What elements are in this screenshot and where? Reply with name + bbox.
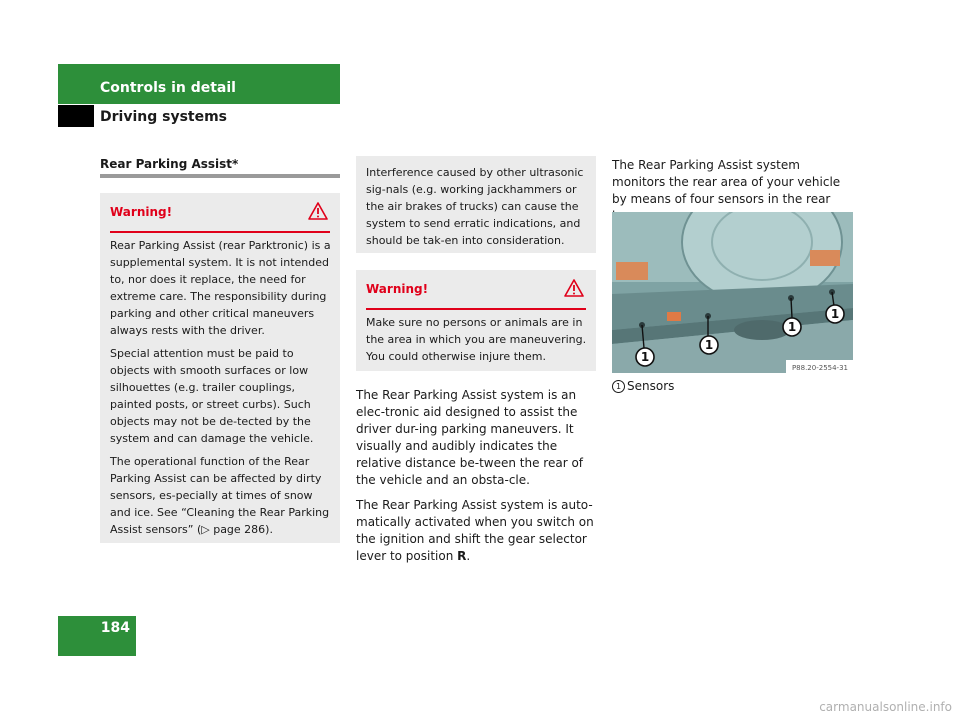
caption-number: 1	[612, 380, 625, 393]
warning-triangle-icon	[308, 202, 328, 220]
callout-marker	[826, 305, 844, 323]
title-rule	[100, 174, 340, 178]
svg-text:1: 1	[640, 350, 650, 364]
svg-text:1: 1	[787, 320, 797, 334]
note-box	[356, 156, 596, 253]
middle-body	[356, 387, 600, 573]
figure-caption	[612, 379, 674, 393]
body-paragraph: The Rear Parking Assist system monitors the rear area of your vehicle by means of four sensors in the rear	[612, 158, 841, 206]
callout-marker	[783, 318, 801, 336]
subsection-heading: Driving systems	[100, 109, 228, 125]
warning-box-1	[100, 193, 340, 543]
note-text: Interference caused by other ultrasonic sig-nals (e.g. working jackhammers or the air brakes of trucks) can cause the system to send erratic indications, and should be tak-en into consideration.	[366, 166, 584, 247]
rear-bumper-photo	[612, 212, 853, 373]
warning-text: Make sure no persons or animals are in the area in which you are maneuvering. You could otherwise injure them.	[366, 316, 587, 363]
page-number: 184	[100, 620, 130, 636]
warning-paragraph: Rear Parking Assist (rear Parktronic) is a supplemental system. It is not intended to, nor does it replace, the need for extreme care. The responsibility during parking and other critical maneuvers always rests with the driver.	[110, 239, 331, 337]
svg-text:1: 1	[704, 338, 714, 352]
body-paragraph: The Rear Parking Assist system is an elec-tronic aid designed to assist the driver dur-ing parking maneuvers. It visually and audibly indicates the relative distance be-tween the rear of the vehicle and an obsta-cle.	[356, 388, 584, 487]
warning-paragraph: The operational function of the Rear Parking Assist can be affected by dirty sensors, es-pecially at times of snow and ice. See “Cleaning the Rear Parking Assist sensors” (▷ page 286).	[110, 455, 330, 536]
rear-bumper-illustration	[612, 212, 853, 373]
warning-box-2	[356, 270, 596, 371]
callout-marker	[636, 348, 654, 366]
warning-text	[110, 237, 332, 544]
callout-marker	[700, 336, 718, 354]
warning-label: Warning!	[110, 205, 173, 219]
svg-text:1: 1	[830, 307, 840, 321]
warning-paragraph: Special attention must be paid to objects with smooth surfaces or low silhouettes (e.g. trailer couplings, painted posts, or street curbs). Such objects may not be de-tected by the system and can damage the vehicle.	[110, 347, 314, 445]
page-title: Rear Parking Assist*	[100, 157, 239, 171]
caption-text: Sensors	[627, 379, 675, 393]
body-paragraph: The Rear Parking Assist system is auto-matically activated when you switch on the ignition and shift the gear selector lever to position R.	[356, 498, 594, 563]
warning-header	[110, 193, 330, 233]
watermark: carmanualsonline.info	[819, 700, 952, 714]
warning-triangle-icon	[564, 279, 584, 297]
warning-header	[366, 270, 586, 310]
header-marker	[58, 105, 94, 127]
image-code: P88.20-2554-31	[791, 364, 848, 372]
section-heading: Controls in detail	[100, 80, 236, 96]
warning-label: Warning!	[366, 282, 429, 296]
